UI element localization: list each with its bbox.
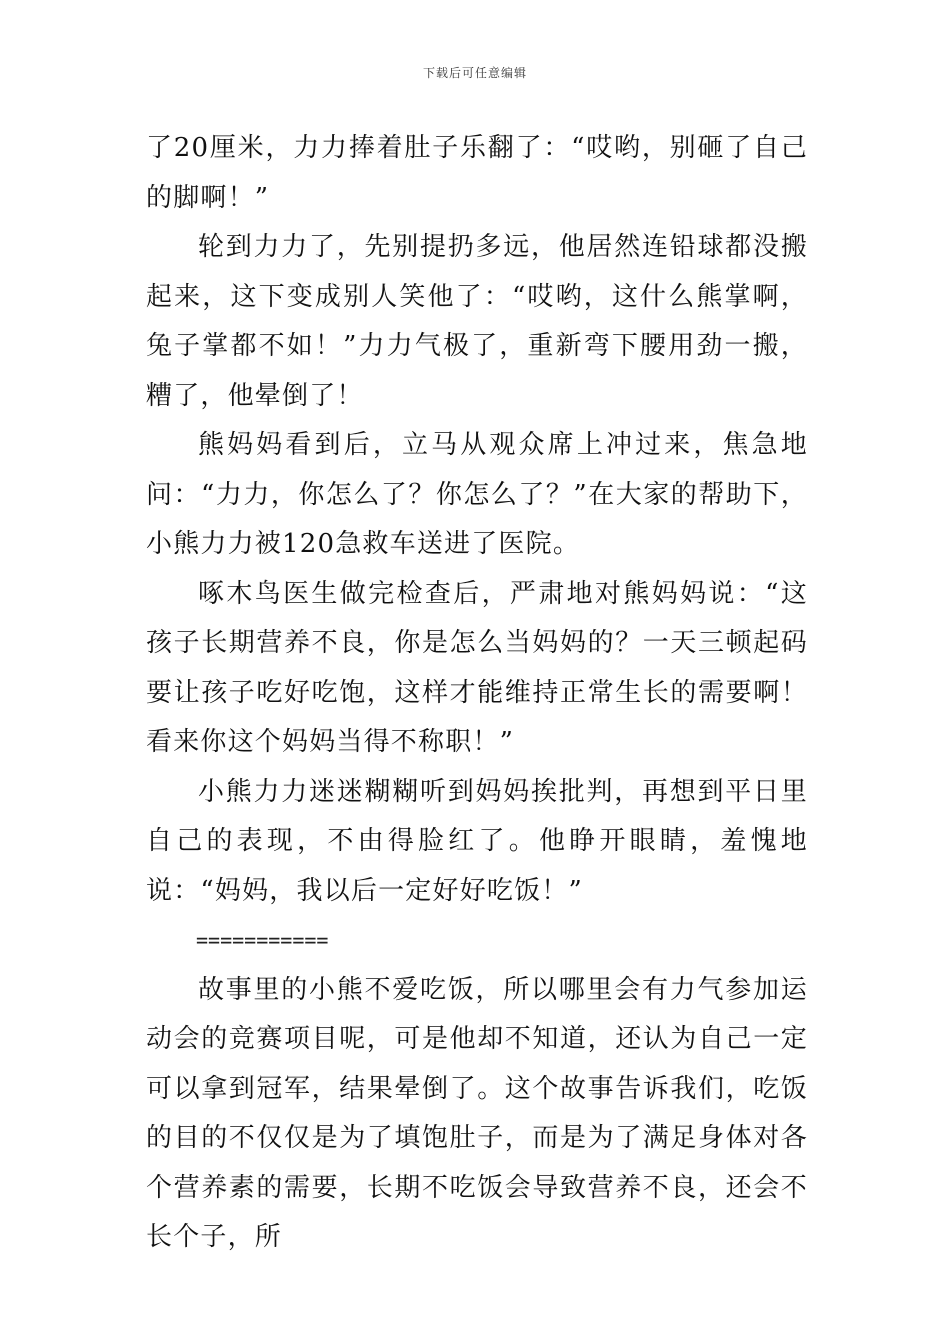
paragraph-6: 故事里的小熊不爱吃饭，所以哪里会有力气参加运动会的竞赛项目呢，可是他却不知道，还认为自己一定可以拿到冠军，结果晕倒了。这个故事告诉我们，吃饭的目的不仅仅是为了填饱肚子，而是为了满足身体对各个营养素的需要，长期不吃饭会导致营养不良，还会不长个子，所 — [146, 974, 808, 1252]
paragraph-5: 小熊力力迷迷糊糊听到妈妈挨批判，再想到平日里自己的表现，不由得脸红了。他睁开眼睛，羞愧地说：“妈妈，我以后一定好好吃饭！” — [146, 776, 808, 906]
header-note: 下载后可任意编辑 — [422, 66, 527, 80]
paragraph-continued: 了20厘米，力力捧着肚子乐翻了：“哎哟，别砸了自己的脚啊！” — [146, 133, 808, 213]
section-divider: =========== — [196, 928, 329, 952]
paragraph-2: 轮到力力了，先别提扔多远，他居然连铅球都没搬起来，这下变成别人笑他了：“哎哟，这什么熊掌啊，兔子掌都不如！”力力气极了，重新弯下腰用劲一搬，糟了，他晕倒了！ — [146, 232, 808, 411]
paragraph-4: 啄木鸟医生做完检查后，严肃地对熊妈妈说：“这孩子长期营养不良，你是怎么当妈妈的？一天三顿起码要让孩子吃好吃饱，这样才能维持正常生长的需要啊！看来你这个妈妈当得不称职！” — [146, 578, 808, 757]
paragraph-3: 熊妈妈看到后，立马从观众席上冲过来，焦急地问：“力力，你怎么了？你怎么了？”在大家的帮助下，小熊力力被120急救车送进了医院。 — [146, 430, 808, 559]
body-text — [146, 124, 808, 1263]
